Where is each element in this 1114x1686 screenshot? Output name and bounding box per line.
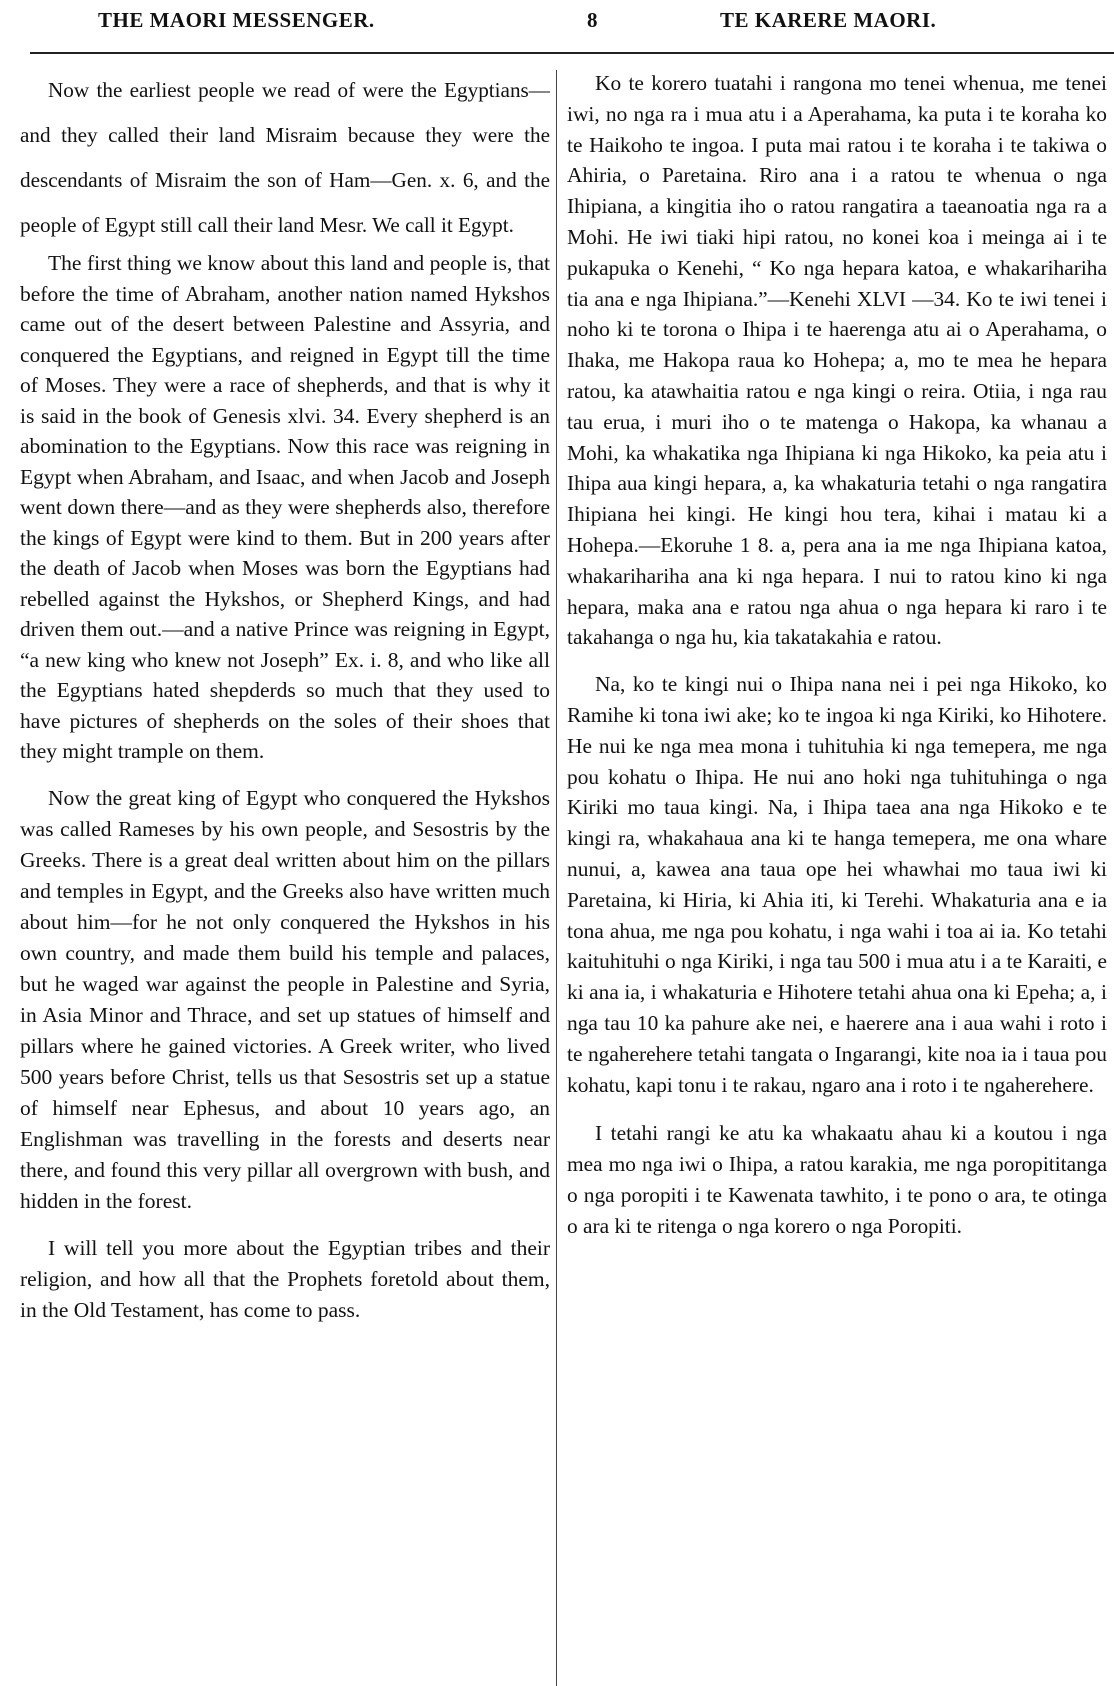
english-paragraph-1: Now the earliest people we read of were the Egyptians—and they called their land Misraim because they were the descendants of Misraim the son of Ham—Gen. x. 6, and the people of Egypt still call their land Mesr. We call it Egypt. (20, 78, 550, 237)
page-number: 8 (587, 8, 598, 32)
column-divider (556, 70, 557, 1686)
header-rule (30, 52, 1114, 54)
newspaper-title-maori: TE KARERE MAORI. (720, 8, 937, 32)
maori-paragraph-2: Na, ko te kingi nui o Ihipa nana nei i pei nga Hikoko, ko Ramihe ki tona iwi ake; ko te ingoa ki nga Kiriki, ko Hihotere. He nui ke nga mea mona i tuhituhia ki nga temepera, me nga pou kohatu o Ihipa. He nui ano hoki nga tuhituhinga o nga Kiriki mo taua kingi. Na, i Ihipa taea ana nga Hikoko e te kingi ra, whakahaua ana ki te hanga temepera, me ona whare nunui, a, kawea ana taua ope hei whawhai mo taua iwi ki Paretaina, ki Hiria, ki Ahia iti, ki Terehi. Whakaturia ana e ia tona ahua, me nga pou kohatu, i nga wahi i toa ai ia. Ko tetahi kaituhituhi o nga Kiriki, i nga tau 500 i mua atu i a te Karaiti, e ki ana ia, i whakaturia e Hihotere tetahi ahua ona ki Epeha; a, i nga tau 10 ka pahure ake nei, e haerere ana i aua wahi i roto i te ngaherehere tetahi tangata o Ingarangi, kite noa ia i taua pou kohatu, kapi tonu i te rakau, ngaro ana i roto i te ngaherehere. (567, 672, 1107, 1097)
english-paragraph-2: The first thing we know about this land and people is, that before the time of Abraham, another nation named Hykshos came out of the desert between Palestine and Assyria, and conquered the Egyptians, and reigned in Egypt till the time of Moses. They were a race of shepherds, and that is why it is said in the book of Genesis xlvi. 34. Every shepherd is an abomination to the Egyptians. Now this race was reigning in Egypt when Abraham, and Isaac, and when Jacob and Joseph went down there—and as they were shepherds also, therefore the kings of Egypt were kind to them. But in 200 years after the death of Jacob when Moses was born the Egyptians had rebelled against the Hykshos, or Shepherd Kings, and had driven them out.—and a native Prince was reigning in Egypt, “a new king who knew not Joseph” Ex. i. 8, and who like all the Egyptians hated shepderds so much that they used to have pictures of shepherds on the soles of their shoes that they might trample on them. (20, 251, 550, 763)
page-header (0, 4, 1114, 44)
newspaper-title-english: THE MAORI MESSENGER. (98, 8, 375, 32)
english-column (20, 68, 550, 1326)
maori-paragraph-3: I tetahi rangi ke atu ka whakaatu ahau ki a koutou i nga mea mo nga iwi o Ihipa, a ratou karakia, me nga poropititanga o nga poropiti i te Kawenata tawhito, i te pono o ara, te otinga o ara ki te ritenga o nga korero o nga Poropiti. (567, 1121, 1107, 1238)
english-paragraph-3: Now the great king of Egypt who conquered the Hykshos was called Rameses by his own people, and Sesostris by the Greeks. There is a great deal written about him on the pillars and temples in Egypt, and the Greeks also have written much about him—for he not only conquered the Hykshos in his own country, and made them build his temple and palaces, but he waged war against the people in Palestine and Syria, in Asia Minor and Thrace, and set up statues of himself and pillars where he gained victories. A Greek writer, who lived 500 years before Christ, tells us that Sesostris set up a statue of himself near Ephesus, and about 10 years ago, an Englishman was travelling in the forests and deserts near there, and found this very pillar all overgrown with bush, and hidden in the forest. (20, 785, 550, 1213)
english-paragraph-4: I will tell you more about the Egyptian tribes and their religion, and how all that the Prophets foretold about them, in the Old Testament, has come to pass. (20, 1235, 550, 1322)
maori-column (567, 68, 1107, 1241)
maori-paragraph-1: Ko te korero tuatahi i rangona mo tenei whenua, me tenei iwi, no nga ra i mua atu i a Aperahama, ka puta i te koraha ko te Haikoho te ingoa. I puta mai ratou i te koraha i te takiwa o Ahiria, o Paretaina. Riro ana i a ratou te whenua o nga Ihipiana, a kingitia iho o ratou rangatira a taeanoatia nga ra a Mohi. He iwi tiaki hipi ratou, no konei koa i meinga ai i te pukapuka o Kenehi, “ Ko nga hepara katoa, e whakarihariha tia ana e nga Ihipiana.”—Kenehi XLVI —34. Ko te iwi tenei i noho ki te torona o Ihipa i te haerenga atu ai o Aperahama, o Ihaka, me Hakopa raua ko Hohepa; a, mo te mea he hepara ratou, ka atawhaitia ratou e nga kingi o reira. Otiia, i nga rau tau erua, i muri iho o te matenga o Hakopa, ka whanau a Mohi, ka whakatika nga Ihipiana ki nga Hikoko, ka peia atu i Ihipa aua kingi hepara, a, ka whakaturia tetahi o nga rangatira Ihipiana hei kingi. He kingi hou tera, kihai i matau ki a Hohepa.—Ekoruhe 1 8. a, pera ana ia me nga Ihipiana katoa, whakarihariha ana ki nga hepara. I nui to ratou kino ki nga hepara, maka ana e ratou nga ahua o nga hepara ki raro i te takahanga o nga hu, kia takatakahia e ratou. (567, 71, 1107, 650)
